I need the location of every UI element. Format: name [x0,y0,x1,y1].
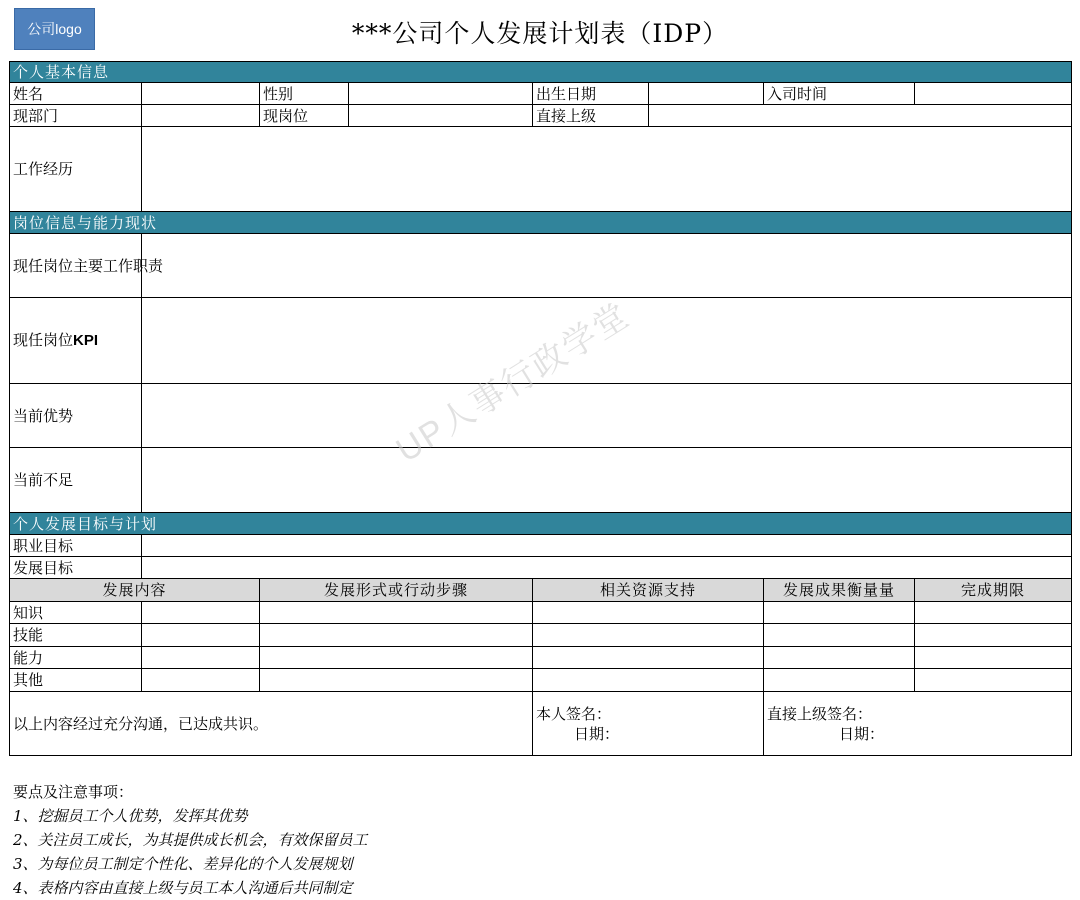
column-header-measure: 发展成果衡量量 [764,579,915,602]
row-label-skills: 技能 [10,624,142,647]
notes-title: 要点及注意事项： [13,783,134,801]
cell-measure[interactable] [764,602,915,624]
self-date-label: 日期： [574,725,620,743]
column-header-actions: 发展形式或行动步骤 [260,579,533,602]
cell-content[interactable] [142,647,260,669]
label-weaknesses: 当前不足 [10,448,142,513]
label-development-goal: 发展目标 [10,557,142,579]
label-strengths: 当前优势 [10,384,142,448]
cell-deadline[interactable] [915,669,1072,692]
supervisor-signature-label: 直接上级签名： [767,705,873,723]
row-label-knowledge: 知识 [10,602,142,624]
section-header-basic-info: 个人基本信息 [10,62,1072,83]
row-label-ability: 能力 [10,647,142,669]
idp-form-table [9,61,1072,756]
cell-actions[interactable] [260,624,533,647]
field-work-experience[interactable] [142,127,1072,212]
field-birth-date[interactable] [649,83,764,105]
field-kpi[interactable] [142,298,1072,384]
field-position[interactable] [349,105,533,127]
cell-measure[interactable] [764,624,915,647]
watermark: UP人事行政学堂 [389,296,637,470]
label-gender: 性别 [260,83,349,105]
label-main-duties: 现任岗位主要工作职责 [10,234,142,298]
field-weaknesses[interactable] [142,448,1072,513]
cell-resources[interactable] [533,669,764,692]
cell-actions[interactable] [260,647,533,669]
label-work-experience: 工作经历 [10,127,142,212]
field-supervisor[interactable] [649,105,1072,127]
note-item-4: 4、表格内容由直接上级与员工本人沟通后共同制定 [13,879,353,897]
label-kpi [10,298,142,384]
field-join-date[interactable] [915,83,1072,105]
label-position: 现岗位 [260,105,349,127]
label-supervisor: 直接上级 [533,105,649,127]
cell-actions[interactable] [260,602,533,624]
page-title: ***公司个人发展计划表（IDP） [351,19,729,48]
cell-measure[interactable] [764,669,915,692]
cell-deadline[interactable] [915,602,1072,624]
label-department: 现部门 [10,105,142,127]
supervisor-date-label: 日期： [839,725,885,743]
label-kpi-prefix: 现任岗位 [13,331,74,349]
cell-resources[interactable] [533,602,764,624]
company-logo: 公司logo [14,8,95,50]
label-career-goal: 职业目标 [10,535,142,557]
field-gender[interactable] [349,83,533,105]
label-name: 姓名 [10,83,142,105]
cell-deadline[interactable] [915,647,1072,669]
section-header-development-plan: 个人发展目标与计划 [10,513,1072,535]
notes-section [13,780,368,900]
label-kpi-suffix: KPI [73,332,99,349]
column-header-deadline: 完成期限 [915,579,1072,602]
cell-resources[interactable] [533,647,764,669]
cell-content[interactable] [142,602,260,624]
cell-actions[interactable] [260,669,533,692]
cell-deadline[interactable] [915,624,1072,647]
field-name[interactable] [142,83,260,105]
cell-resources[interactable] [533,624,764,647]
note-item-1: 1、挖掘员工个人优势，发挥其优势 [13,807,248,825]
supervisor-signature-cell[interactable] [764,692,1072,756]
field-main-duties[interactable] [142,234,1072,298]
cell-content[interactable] [142,669,260,692]
section-header-position-info: 岗位信息与能力现状 [10,212,1072,234]
label-birth-date: 出生日期 [533,83,649,105]
field-strengths[interactable] [142,384,1072,448]
label-join-date: 入司时间 [764,83,915,105]
field-department[interactable] [142,105,260,127]
agreement-statement: 以上内容经过充分沟通，已达成共识。 [10,692,533,756]
field-career-goal[interactable] [142,535,1072,557]
column-header-resources: 相关资源支持 [533,579,764,602]
column-header-content: 发展内容 [10,579,260,602]
self-signature-label: 本人签名： [536,705,612,723]
field-development-goal[interactable] [142,557,1072,579]
row-label-other: 其他 [10,669,142,692]
cell-content[interactable] [142,624,260,647]
self-signature-cell[interactable] [533,692,764,756]
note-item-2: 2、关注员工成长，为其提供成长机会，有效保留员工 [13,831,368,849]
cell-measure[interactable] [764,647,915,669]
note-item-3: 3、为每位员工制定个性化、差异化的个人发展规划 [13,855,353,873]
